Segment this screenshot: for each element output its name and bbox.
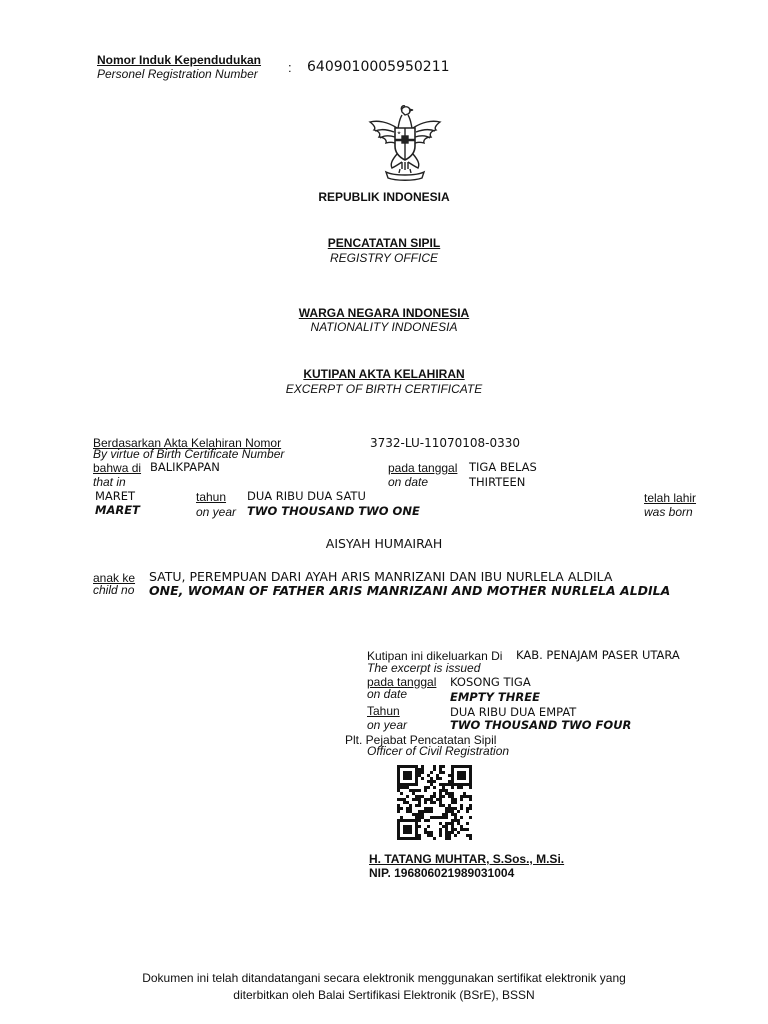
nationality-heading: WARGA NEGARA INDONESIA xyxy=(298,306,470,320)
office-heading-en: REGISTRY OFFICE xyxy=(329,251,438,265)
issued-label: Kutipan ini dikeluarkan Di xyxy=(367,649,503,663)
certificate-number-label-en: By virtue of Birth Certificate Number xyxy=(93,447,285,461)
child-description: SATU, PEREMPUAN DARI AYAH ARIS MANRIZANI DAN IBU NURLELA ALDILA xyxy=(149,569,613,584)
born-label-en: was born xyxy=(644,505,693,519)
child-name: AISYAH HUMAIRAH xyxy=(325,536,443,551)
nik-label-en: Personel Registration Number xyxy=(97,67,258,81)
child-number-label-en: child no xyxy=(93,583,135,597)
year-label-en: on year xyxy=(196,505,237,519)
issued-date-label-en: on date xyxy=(367,687,408,701)
issued-day-en: EMPTY THREE xyxy=(450,690,540,704)
issued-label-en: The excerpt is issued xyxy=(367,661,481,675)
born-label: telah lahir xyxy=(644,491,697,505)
birth-month: MARET xyxy=(95,489,136,503)
footer-line-1: Dokumen ini telah ditandatangani secara elektronik menggunakan sertifikat elektronik yang xyxy=(142,971,626,985)
issued-year: DUA RIBU DUA EMPAT xyxy=(450,705,577,719)
birth-year: DUA RIBU DUA SATU xyxy=(247,489,366,503)
issued-place: KAB. PENAJAM PASER UTARA xyxy=(516,648,680,662)
officer-nip: NIP. 196806021989031004 xyxy=(369,866,515,880)
birth-month-en: MARET xyxy=(95,503,140,517)
document-title: KUTIPAN AKTA KELAHIRAN xyxy=(303,367,465,381)
certificate-number-label: Berdasarkan Akta Kelahiran Nomor xyxy=(93,436,282,450)
child-description-en: ONE, WOMAN OF FATHER ARIS MANRIZANI AND MOTHER NURLELA ALDILA xyxy=(149,583,671,598)
issued-year-en: TWO THOUSAND TWO FOUR xyxy=(450,718,632,732)
nik-colon: : xyxy=(288,60,292,75)
birth-year-en: TWO THOUSAND TWO ONE xyxy=(247,504,420,518)
issued-year-label-en: on year xyxy=(367,718,408,732)
place-label: bahwa di xyxy=(93,461,142,475)
date-label: pada tanggal xyxy=(388,461,458,475)
qr-code-icon xyxy=(396,765,474,841)
nationality-heading-en: NATIONALITY INDONESIA xyxy=(310,320,458,334)
issued-day: KOSONG TIGA xyxy=(450,675,531,689)
document-title-en: EXCERPT OF BIRTH CERTIFICATE xyxy=(285,382,483,396)
place-label-en: that in xyxy=(93,475,126,489)
child-number-label: anak ke xyxy=(93,571,136,585)
issued-date-label: pada tanggal xyxy=(367,675,437,689)
nik-label: Nomor Induk Kependudukan xyxy=(97,53,262,67)
country-heading: REPUBLIK INDONESIA xyxy=(318,190,450,204)
certificate-number: 3732-LU-11070108-0330 xyxy=(370,436,521,450)
footer-line-2: diterbitkan oleh Balai Sertifikasi Elektronik (BSrE), BSSN xyxy=(233,988,535,1002)
birth-day: TIGA BELAS xyxy=(469,460,537,474)
birth-place: BALIKPAPAN xyxy=(150,460,220,474)
date-label-en: on date xyxy=(388,475,429,489)
birth-day-en: THIRTEEN xyxy=(469,475,526,489)
officer-label: Plt. Pejabat Pencatatan Sipil xyxy=(345,733,497,747)
year-label: tahun xyxy=(196,490,227,504)
garuda-emblem-icon xyxy=(364,102,446,184)
nik-value: 6409010005950211 xyxy=(307,59,450,75)
officer-label-en: Officer of Civil Registration xyxy=(367,744,510,758)
office-heading: PENCATATAN SIPIL xyxy=(327,236,441,250)
officer-name: H. TATANG MUHTAR, S.Sos., M.Si. xyxy=(369,852,565,866)
issued-year-label: Tahun xyxy=(367,704,400,718)
